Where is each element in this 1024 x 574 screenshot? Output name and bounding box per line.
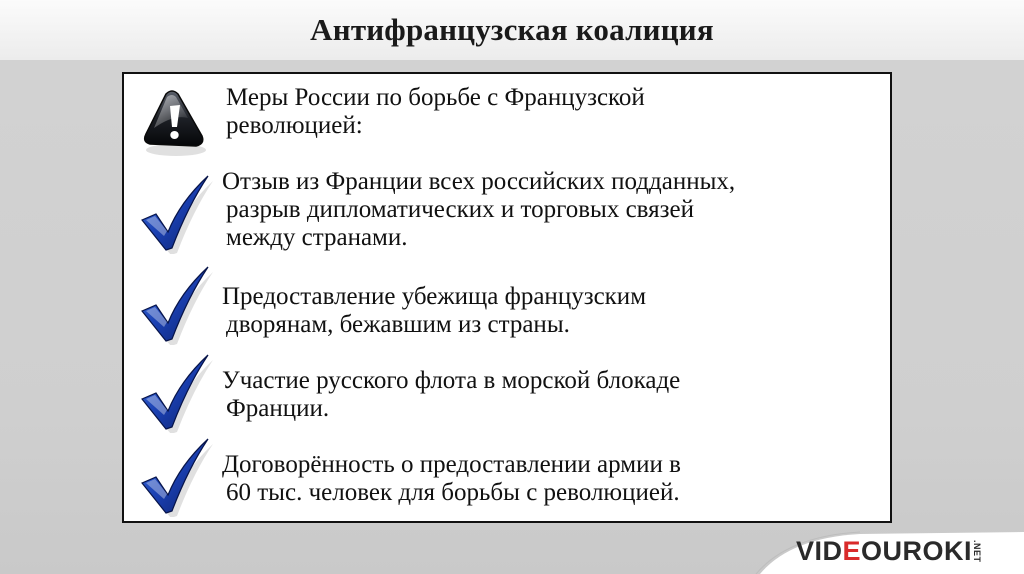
item-text: Договорённость о предоставлении армии в 60 тыс. человек для борьбы с революцией. [222, 451, 681, 506]
slide-title: Антифранцузская коалиция [310, 12, 714, 47]
content-card [122, 72, 892, 523]
item-text: Участие русского флота в морской блокаде Франции. [222, 367, 681, 422]
videouroki-logo: VIDEOUROKI.NET [796, 536, 983, 566]
checkmark-icon [136, 174, 214, 254]
checkmark-icon [136, 437, 214, 517]
checkmark-icon [136, 353, 214, 433]
slide-header [0, 0, 1024, 60]
intro-text: Меры России по борьбе с Французской революцией: [226, 84, 645, 139]
item-text: Предоставление убежища французским дворянам, бежавшим из страны. [222, 283, 647, 338]
checkmark-icon [136, 265, 214, 345]
warning-icon [136, 84, 214, 164]
item-text: Отзыв из Франции всех российских подданных, разрыв дипломатических и торговых связей между странами. [222, 168, 736, 251]
